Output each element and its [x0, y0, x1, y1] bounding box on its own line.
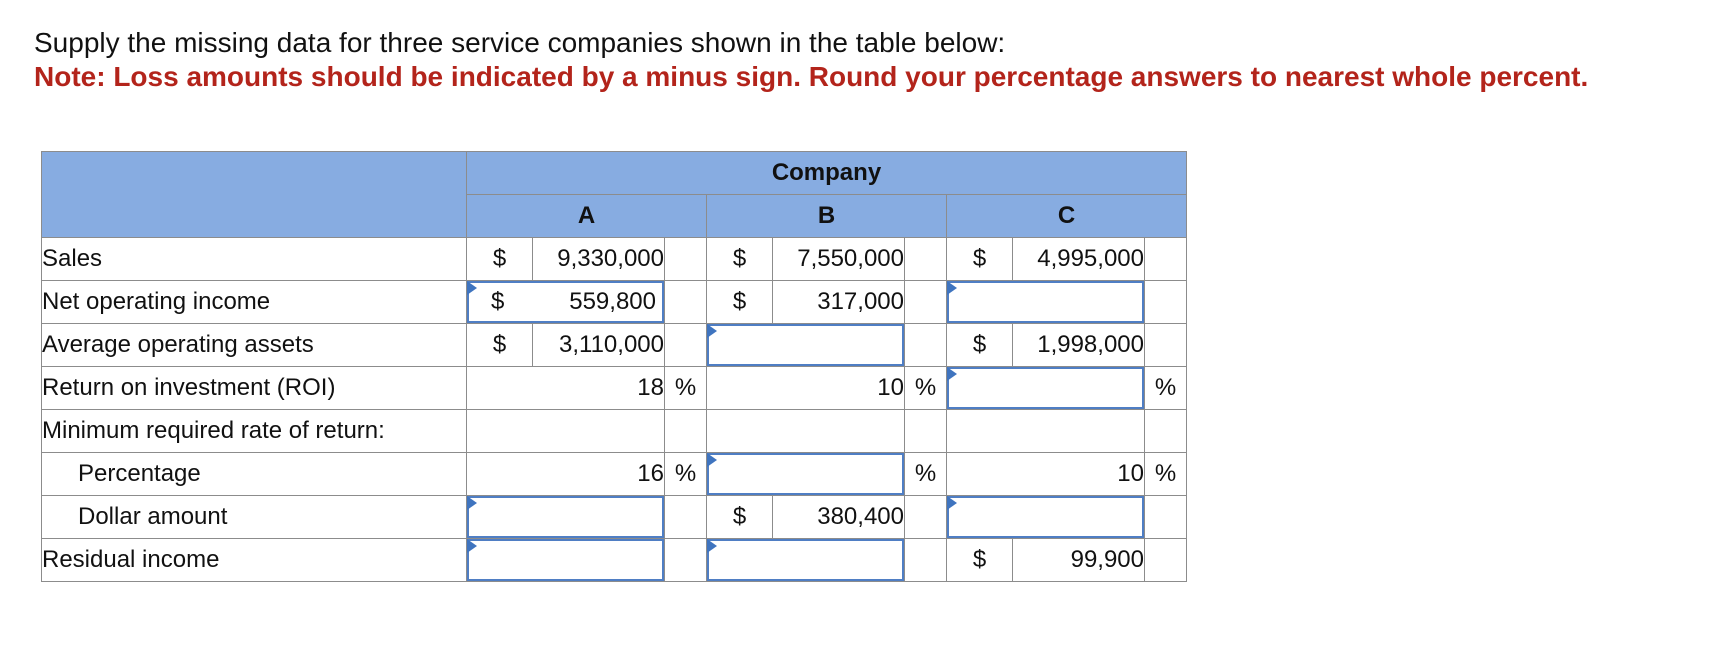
residual-c-value: 99,900	[1013, 539, 1145, 582]
roi-c-input[interactable]	[947, 367, 1144, 409]
assets-a-value: 3,110,000	[533, 324, 665, 367]
currency-sign: $	[707, 496, 773, 539]
empty-cell	[905, 496, 947, 539]
dollar-a-input[interactable]	[467, 496, 664, 538]
currency-sign: $	[707, 281, 773, 324]
empty-cell	[665, 324, 707, 367]
empty-cell	[665, 238, 707, 281]
noi-c-cell	[947, 281, 1145, 324]
empty-cell	[665, 281, 707, 324]
row-residual-income	[42, 539, 1187, 582]
row-net-operating-income	[42, 281, 1187, 324]
row-dollar-amount	[42, 496, 1187, 539]
empty-cell	[1145, 238, 1187, 281]
percentage-b-cell	[707, 453, 905, 496]
empty-cell	[707, 410, 905, 453]
percentage-a-value: 16	[467, 453, 665, 496]
currency-sign: $	[467, 238, 533, 281]
column-header-c: C	[947, 195, 1187, 238]
currency-sign: $	[707, 238, 773, 281]
assets-b-input[interactable]	[707, 324, 904, 366]
dollar-c-input[interactable]	[947, 496, 1144, 538]
answer-flag-icon	[707, 453, 717, 467]
roi-c-cell	[947, 367, 1145, 410]
empty-cell	[665, 496, 707, 539]
empty-cell	[665, 539, 707, 582]
residual-a-cell	[467, 539, 665, 582]
row-label-sales: Sales	[42, 238, 467, 281]
column-header-a: A	[467, 195, 707, 238]
row-label-roi: Return on investment (ROI)	[42, 367, 467, 410]
empty-cell	[1145, 324, 1187, 367]
noi-a-input[interactable]	[467, 281, 664, 323]
dollar-c-cell	[947, 496, 1145, 539]
percent-sign: %	[905, 453, 947, 496]
row-label-assets: Average operating assets	[42, 324, 467, 367]
roi-a-value: 18	[467, 367, 665, 410]
currency-sign: $	[947, 238, 1013, 281]
noi-b-value: 317,000	[773, 281, 905, 324]
answer-flag-icon	[947, 496, 957, 510]
answer-flag-icon	[707, 324, 717, 338]
percent-sign: %	[665, 453, 707, 496]
row-roi	[42, 367, 1187, 410]
row-label-noi: Net operating income	[42, 281, 467, 324]
instructions-note: Note: Loss amounts should be indicated by a minus sign. Round your percentage answers to nearest whole percent.	[34, 61, 1589, 92]
row-label-dollar-amount: Dollar amount	[42, 496, 467, 539]
answer-flag-icon	[467, 539, 477, 553]
empty-cell	[1145, 539, 1187, 582]
empty-cell	[905, 410, 947, 453]
empty-cell	[1145, 281, 1187, 324]
percent-sign: %	[1145, 453, 1187, 496]
row-sales	[42, 238, 1187, 281]
percentage-b-input[interactable]	[707, 453, 904, 495]
empty-cell	[947, 410, 1145, 453]
empty-cell	[905, 539, 947, 582]
percent-sign: %	[1145, 367, 1187, 410]
percent-sign: %	[665, 367, 707, 410]
answer-flag-icon	[947, 367, 957, 381]
sales-c-value: 4,995,000	[1013, 238, 1145, 281]
roi-b-value: 10	[707, 367, 905, 410]
row-percentage	[42, 453, 1187, 496]
row-min-rate-heading	[42, 410, 1187, 453]
currency-sign: $	[467, 324, 533, 367]
residual-b-input[interactable]	[707, 539, 904, 581]
empty-cell	[905, 281, 947, 324]
instructions	[34, 26, 1588, 94]
empty-cell	[905, 324, 947, 367]
empty-cell	[1145, 496, 1187, 539]
answer-flag-icon	[467, 496, 477, 510]
dollar-b-value: 380,400	[773, 496, 905, 539]
header-row-company	[42, 152, 1187, 195]
currency-sign: $	[947, 539, 1013, 582]
residual-a-input[interactable]	[467, 539, 664, 581]
answer-flag-icon	[707, 539, 717, 553]
assets-b-cell	[707, 324, 905, 367]
percent-sign: %	[905, 367, 947, 410]
company-header: Company	[467, 152, 1187, 195]
noi-a-value: 559,800	[569, 288, 656, 315]
noi-a-cell	[467, 281, 665, 324]
noi-c-input[interactable]	[947, 281, 1144, 323]
dollar-a-cell	[467, 496, 665, 539]
sales-b-value: 7,550,000	[773, 238, 905, 281]
instructions-text: Supply the missing data for three service companies shown in the table below:	[34, 27, 1006, 58]
sales-a-value: 9,330,000	[533, 238, 665, 281]
empty-cell	[905, 238, 947, 281]
empty-cell	[665, 410, 707, 453]
currency-sign: $	[947, 324, 1013, 367]
assets-c-value: 1,998,000	[1013, 324, 1145, 367]
header-blank-cell	[42, 152, 467, 238]
empty-cell	[1145, 410, 1187, 453]
answer-flag-icon	[467, 281, 477, 295]
residual-b-cell	[707, 539, 905, 582]
answer-flag-icon	[947, 281, 957, 295]
company-data-table	[41, 151, 1187, 582]
percentage-c-value: 10	[947, 453, 1145, 496]
column-header-b: B	[707, 195, 947, 238]
currency-sign: $	[491, 288, 505, 315]
row-label-residual: Residual income	[42, 539, 467, 582]
empty-cell	[467, 410, 665, 453]
row-label-percentage: Percentage	[42, 453, 467, 496]
row-average-operating-assets	[42, 324, 1187, 367]
row-label-min-rate: Minimum required rate of return:	[42, 410, 467, 453]
